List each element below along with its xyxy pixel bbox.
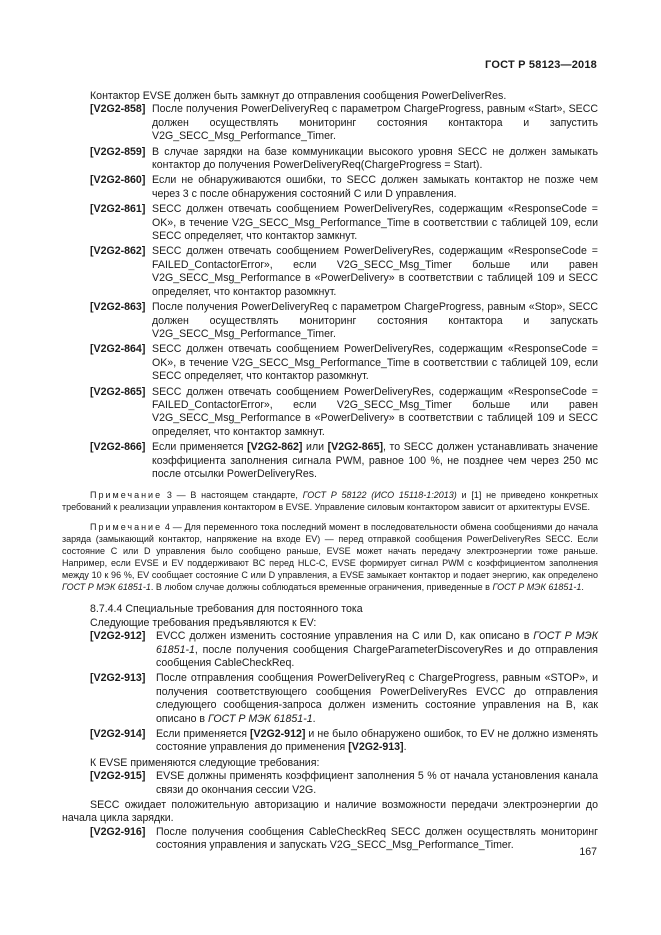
requirement-865 [62, 386, 598, 440]
requirement-code: [V2G2-913] [90, 672, 146, 685]
text-run: . В любом случае должны соблюдаться временные ограничения, приведенные в [150, 582, 493, 593]
requirement-866 [62, 441, 598, 481]
requirement-861 [62, 203, 598, 243]
text-run: и не было обнаружено ошибок, то EV не должно изменять состояние управления до применения [156, 728, 598, 754]
requirement-text: SECC должен отвечать сообщением PowerDeliveryRes, содержащим «ResponseCode = OK», в течение V2G_SECC_Msg_Performance_Time в соответствии с таблицей 109, если SECC определяет, что контактор замкнут. [152, 203, 598, 243]
requirement-text: SECC должен отвечать сообщением PowerDeliveryRes, содержащим «ResponseCode = FAILED_ContactorError», если V2G_SECC_Msg_Timer больше или равен V2G_SECC_Msg_Performance в «PowerDelivery» в соответствии с таблицей 109 и SECC определяет, что контактор разомкнут. [152, 245, 598, 298]
text-run: 4 — Для переменного тока последний момент в последовательности обмена сообщениями до начала заряда (замыкающий контактор, напряжение на входе EV) — перед отправкой сообщения PowerDeliveryRes SECC. Если состояние C или D управления было сообщено раньше, EVSE может начать передачу электроэнергии тоже раньше. Например, если EVSE и EV поддерживают BC перед HLC-C, EVSE формирует сигнал PWM с коэффициентом заполнения между 10 к 96 %, EV сообщает состояние C или D управления, а EVSE замыкает контактор и подает энергию, как определено [62, 522, 598, 581]
requirement-916 [62, 826, 598, 853]
requirement-859 [62, 146, 598, 173]
evse-intro: К EVSE применяются следующие требования: [90, 756, 320, 769]
text-run: . [403, 741, 407, 754]
requirement-code: [V2G2-866] [90, 441, 146, 454]
intro-paragraph: Контактор EVSE должен быть замкнут до отправления сообщения PowerDeliverRes. [90, 90, 507, 102]
text-run: . [312, 712, 316, 725]
requirement-text [152, 728, 598, 755]
text-run: После отправления сообщения PowerDeliveryReq с ChargeProgress, равным «STOP», и получения соответствующего сообщения PowerDeliveryRes EVCC до отправления следующего сообщения-запроса должен изменить состояние управления на B, как описано в [156, 672, 598, 725]
requirement-912 [62, 630, 598, 670]
requirement-915 [62, 770, 598, 797]
requirement-code: [V2G2-863] [90, 301, 146, 314]
requirement-code: [V2G2-912] [90, 630, 146, 643]
requirement-code: [V2G2-915] [90, 770, 146, 783]
note-label: Примечание [90, 522, 163, 533]
requirement-863 [62, 301, 598, 341]
standard-reference: ГОСТ Р МЭК 61851-1 [62, 582, 151, 593]
requirement-reference: [V2G2-912] [250, 728, 306, 741]
requirement-860 [62, 174, 598, 201]
requirement-text: SECC должен отвечать сообщением PowerDeliveryRes, содержащим «ResponseCode = FAILED_ContactorError», если V2G_SECC_Msg_Timer больше или равен V2G_SECC_Msg_Performance в «PowerDelivery» в соответствии с таблицей 109 и SECC определяет, что контактор замкнут. [152, 385, 598, 438]
requirement-text: Если не обнаруживаются ошибки, то SECC должен замыкать контактор не позже чем через 3 с после обнаружения состояний C или D управления. [152, 174, 598, 200]
note-4 [62, 521, 598, 593]
requirement-text [148, 441, 598, 481]
requirement-reference: [V2G2-865] [327, 441, 383, 454]
requirement-reference: [V2G2-862] [247, 441, 303, 454]
note-label: Примечание [90, 490, 163, 501]
page-content [62, 90, 598, 855]
text-run: и [1] не приведено конкретных требований к реализации управления контактором в EVSE. Управление силовым контактором зависит от архитектуры EVSE. [62, 490, 598, 513]
requirement-text: SECC должен отвечать сообщением PowerDeliveryRes, содержащим «ResponseCode = OK», в течение V2G_SECC_Msg_Performance_Time в соответствии с таблицей 109, если SECC определяет, что контактор разомкнут. [152, 343, 598, 383]
requirement-code: [V2G2-914] [90, 728, 146, 741]
requirement-913 [62, 672, 598, 726]
requirement-code: [V2G2-859] [90, 145, 146, 158]
text-run: , то SECC должен устанавливать значение коэффициента заполнения сигнала PWM, равное 100 %, не позднее чем через 250 мс после отсылки PowerDeliveryRes. [152, 441, 599, 480]
requirement-code: [V2G2-858] [90, 103, 146, 116]
text-run: . [581, 582, 584, 593]
requirement-reference: [V2G2-913] [348, 741, 404, 754]
section-heading: 8.7.4.4 Специальные требования для постоянного тока [90, 603, 363, 616]
standard-reference: ГОСТ Р МЭК 61851-1 [156, 630, 598, 656]
text-run: Если применяется [156, 728, 251, 741]
requirement-864 [62, 343, 598, 383]
page-number: 167 [579, 846, 597, 858]
standard-reference: ГОСТ Р МЭК 61851-1 [208, 712, 313, 725]
requirement-text: EVSE должны применять коэффициент заполнения 5 % от начала установления канала связи до окончания сессии V2G. [156, 770, 598, 796]
requirement-text: В случае зарядки на базе коммуникации высокого уровня SECC не должен замыкать контактор до получения PowerDeliveryReq(ChargeProgress = Start). [152, 145, 598, 172]
requirement-text [152, 630, 598, 670]
note-3 [62, 489, 598, 513]
requirement-text [152, 672, 598, 726]
requirement-code: [V2G2-916] [90, 825, 146, 838]
secc-paragraph: SECC ожидает положительную авторизацию и наличие возможности передачи электроэнергии до начала цикла зарядки. [62, 799, 598, 825]
requirements-list-1 [62, 103, 598, 481]
ev-intro: Следующие требования предъявляются к EV: [90, 616, 317, 629]
requirement-text: После получения сообщения CableCheckReq SECC должен осуществлять мониторинг состояния управления и запускать V2G_SECC_Msg_Performance_Timer. [156, 825, 598, 852]
requirement-code: [V2G2-864] [90, 343, 146, 356]
standard-reference: ГОСТ Р МЭК 61851-1 [492, 582, 582, 593]
standard-reference: ГОСТ Р 58122 (ИСО 15118-1:2013) [302, 490, 457, 501]
text-run: EVCC должен изменить состояние управления на C или D, как описано в [156, 630, 534, 643]
text-run: 3 — В настоящем стандарте, [162, 490, 303, 501]
requirement-858 [62, 103, 598, 143]
text-run: Если применяется [152, 441, 248, 454]
requirement-code: [V2G2-865] [90, 385, 146, 398]
requirement-914 [62, 728, 598, 755]
text-run: , после получения сообщения ChargeParameterDiscoveryRes и до отправления сообщения CableCheckReq. [156, 643, 598, 669]
requirement-text: После получения PowerDeliveryReq с параметром ChargeProgress, равным «Stop», SECC должен осуществлять мониторинг состояния контактора и запускать V2G_SECC_Msg_Performance_Timer. [152, 301, 598, 340]
text-run: или [302, 441, 328, 454]
requirement-862 [62, 245, 598, 299]
requirement-code: [V2G2-862] [90, 245, 146, 258]
requirement-text: После получения PowerDeliveryReq с параметром ChargeProgress, равным «Start», SECC должен осуществлять мониторинг состояния контактора и запустить V2G_SECC_Msg_Performance_Timer. [152, 103, 598, 143]
requirement-code: [V2G2-860] [90, 174, 146, 187]
requirement-code: [V2G2-861] [90, 203, 146, 216]
document-header: ГОСТ Р 58123—2018 [485, 59, 597, 71]
